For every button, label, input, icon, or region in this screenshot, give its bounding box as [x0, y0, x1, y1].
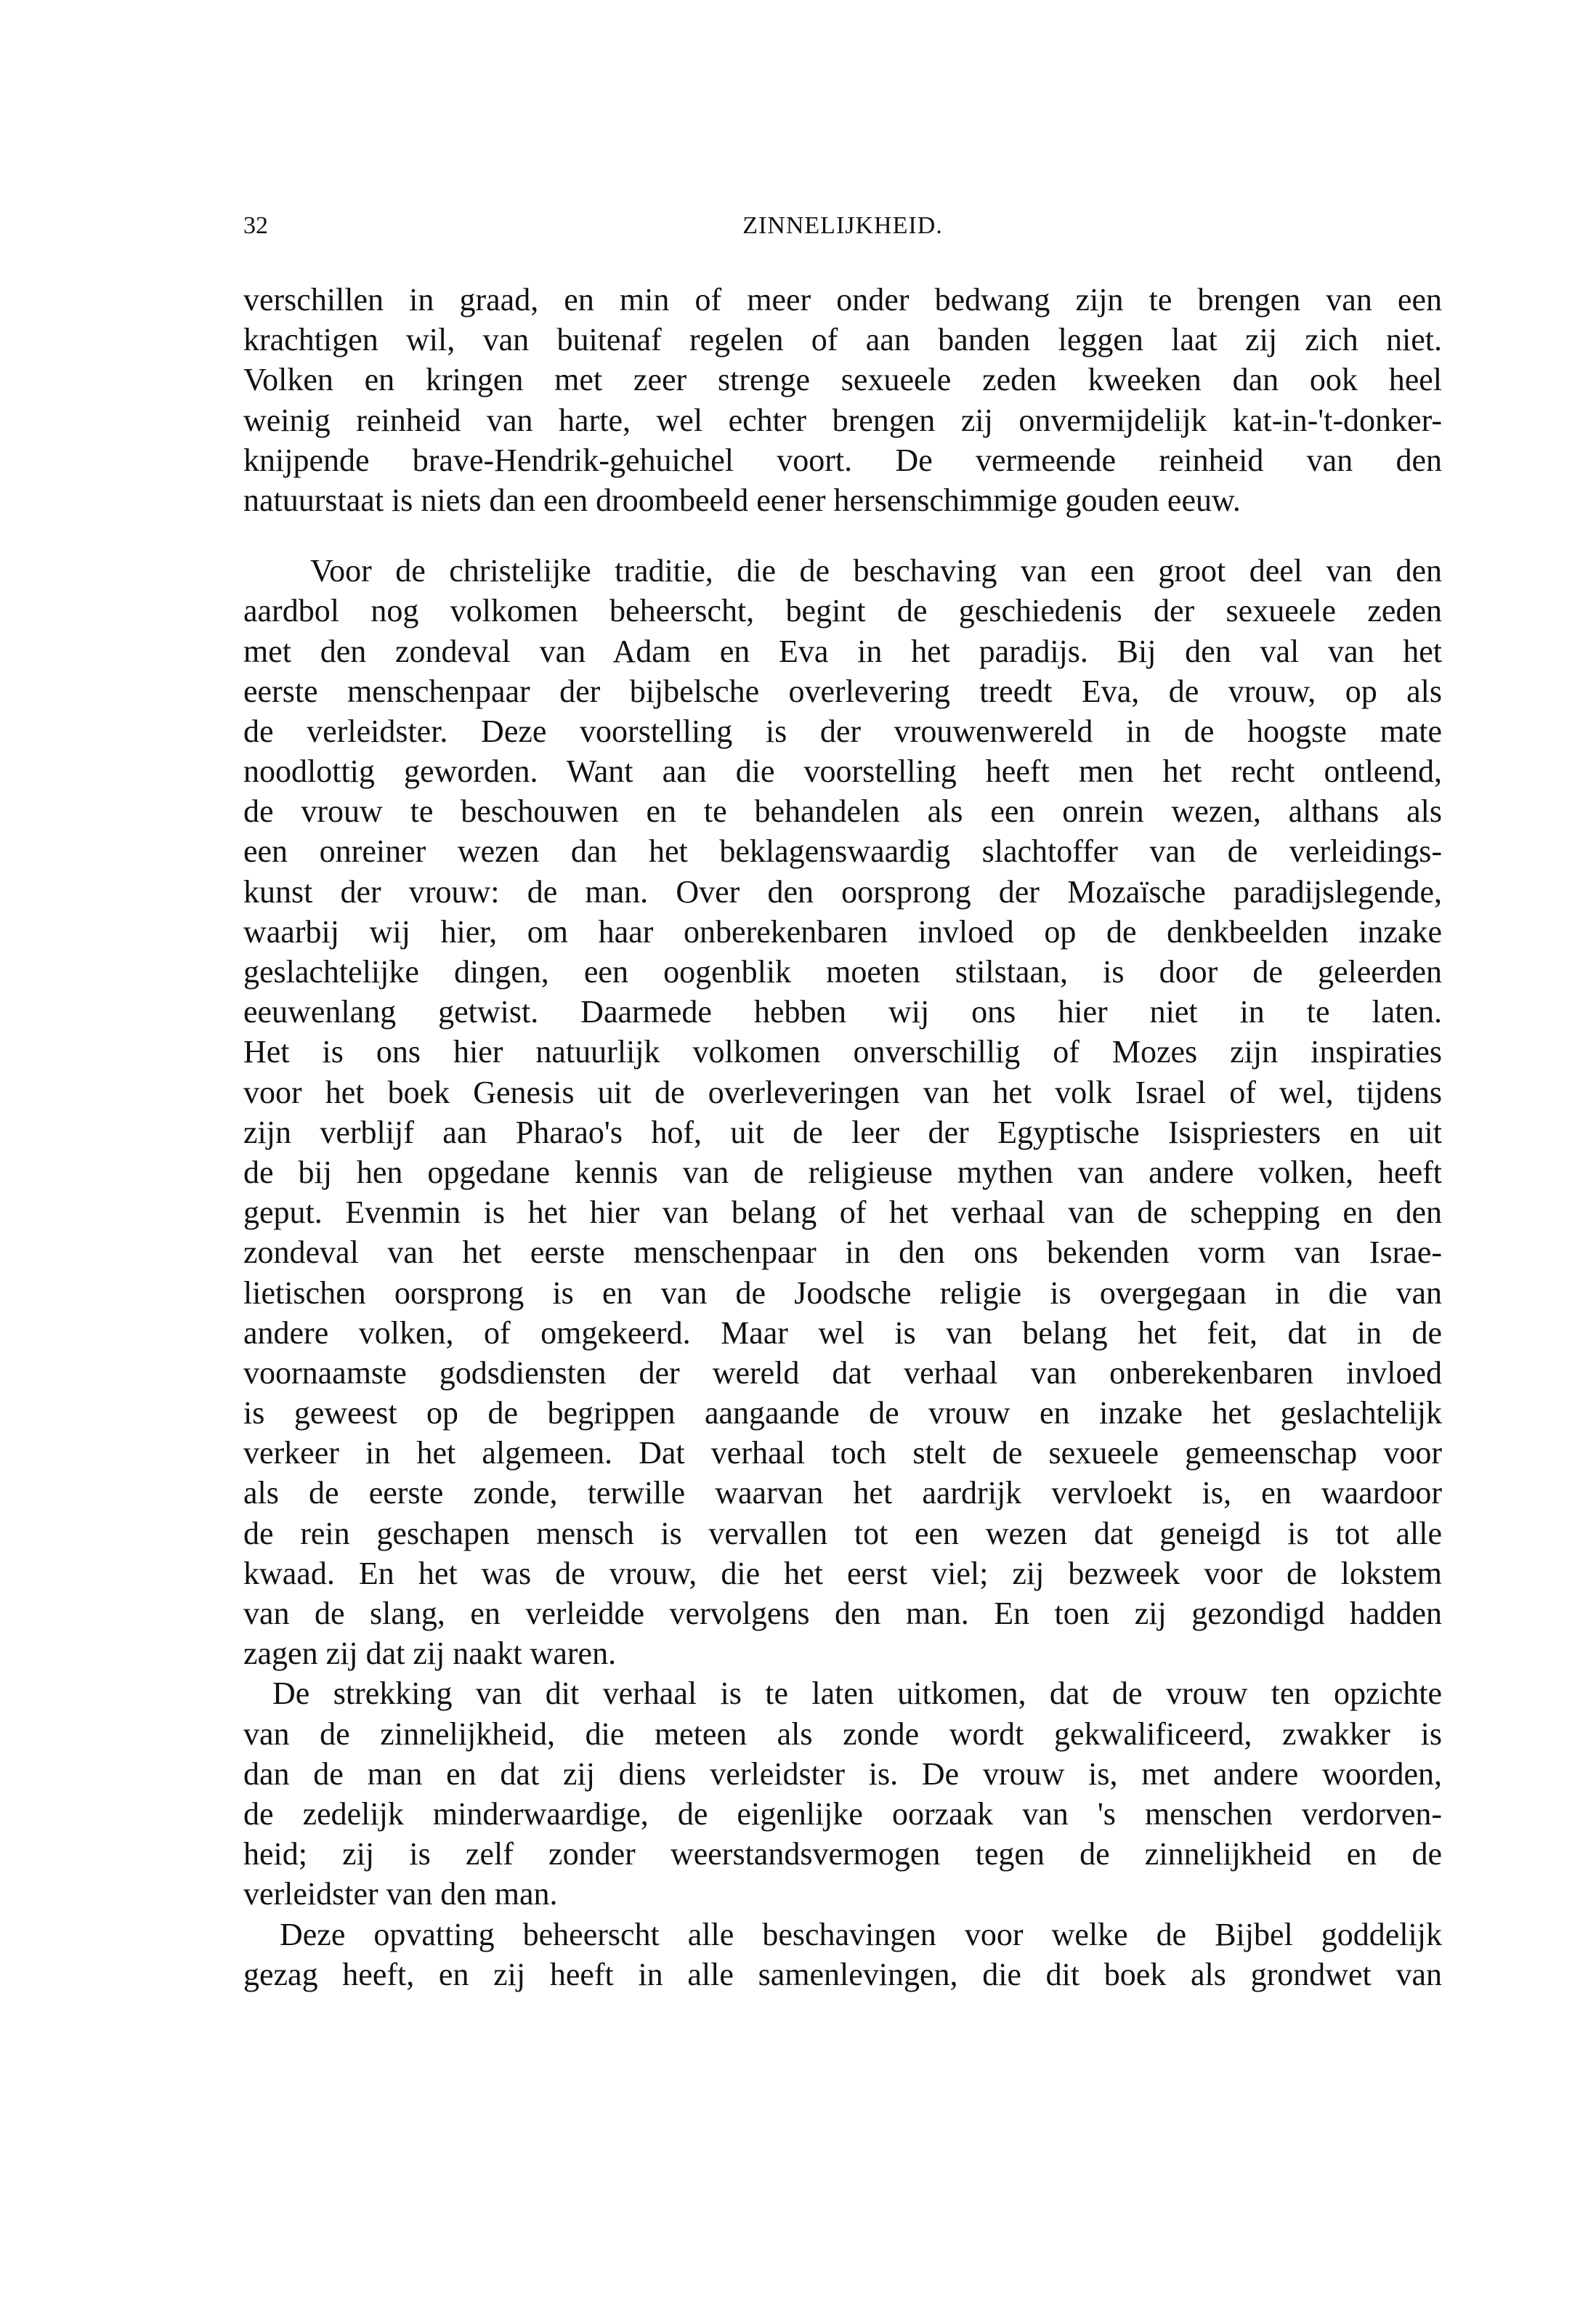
text-line: met den zondeval van Adam en Eva in het paradijs. Bij den val van het — [243, 633, 1442, 669]
text-line: Deze opvatting beheerscht alle beschavingen voor welke de Bijbel goddelijk — [280, 1916, 1442, 1952]
text-line: eeuwenlang getwist. Daarmede hebben wij ons hier niet in te laten. — [243, 994, 1442, 1030]
text-line: verleidster van den man. — [243, 1876, 558, 1912]
paragraph — [243, 1673, 1442, 1914]
text-line: zondeval van het eerste menschenpaar in den ons bekenden vorm van Israe- — [243, 1234, 1442, 1271]
text-line: aardbol nog volkomen beheerscht, begint de geschiedenis der sexueele zeden — [243, 593, 1442, 629]
text-line: de zedelijk minderwaardige, de eigenlijke oorzaak van 's menschen verdorven- — [243, 1795, 1442, 1832]
text-line: zagen zij dat zij naakt waren. — [243, 1636, 617, 1672]
text-line: heid; zij is zelf zonder weerstandsvermogen tegen de zinnelijkheid en de — [243, 1836, 1442, 1872]
text-line: van de zinnelijkheid, die meteen als zonde wordt gekwalificeerd, zwakker is — [243, 1715, 1442, 1752]
text-line: dan de man en dat zij diens verleidster is. De vrouw is, met andere woorden, — [243, 1755, 1442, 1792]
text-line: verkeer in het algemeen. Dat verhaal toch stelt de sexueele gemeenschap voor — [243, 1435, 1442, 1471]
text-line: de rein geschapen mensch is vervallen tot een wezen dat geneigd is tot alle — [243, 1515, 1442, 1551]
text-line: geslachtelijke dingen, een oogenblik moeten stilstaan, is door de geleerden — [243, 954, 1442, 990]
text-line: van de slang, en verleidde vervolgens den man. En toen zij gezondigd hadden — [243, 1596, 1442, 1631]
paragraph — [243, 280, 1442, 520]
text-line: de verleidster. Deze voorstelling is der vrouwenwereld in de hoogste mate — [243, 713, 1442, 749]
page-number: 32 — [243, 212, 268, 239]
text-line: eerste menschenpaar der bijbelsche overlevering treedt Eva, de vrouw, op als — [243, 673, 1442, 709]
text-line: krachtigen wil, van buitenaf regelen of aan banden leggen laat zij zich niet. — [243, 322, 1442, 358]
text-line: als de eerste zonde, terwille waarvan het aardrijk vervloekt is, en waardoor — [243, 1475, 1442, 1511]
paragraph — [243, 1915, 1442, 1994]
paragraph — [243, 551, 1442, 1673]
body-text — [243, 280, 1442, 1994]
text-line: voor het boek Genesis uit de overleveringen van het volk Israel of wel, tijdens — [243, 1074, 1442, 1110]
text-line: is geweest op de begrippen aangaande de vrouw en inzake het geslachtelijk — [243, 1395, 1442, 1431]
text-line: Volken en kringen met zeer strenge sexueele zeden kweeken dan ook heel — [243, 362, 1442, 398]
text-line: een onreiner wezen dan het beklagenswaardig slachtoffer van de verleidings- — [243, 833, 1442, 870]
text-line: verschillen in graad, en min of meer onder bedwang zijn te brengen van een — [243, 282, 1442, 318]
running-title: ZINNELIJKHEID. — [742, 212, 943, 239]
text-line: voornaamste godsdiensten der wereld dat verhaal van onberekenbaren invloed — [243, 1354, 1442, 1391]
text-line: geput. Evenmin is het hier van belang of het verhaal van de schepping en den — [243, 1195, 1442, 1231]
text-line: kwaad. En het was de vrouw, die het eerst viel; zij bezweek voor de lokstem — [243, 1555, 1442, 1591]
page-header — [243, 212, 1442, 253]
text-line: De strekking van dit verhaal is te laten uitkomen, dat de vrouw ten opzichte — [272, 1676, 1442, 1712]
text-line: kunst der vrouw: de man. Over den oorsprong der Mozaïsche paradijslegende, — [243, 873, 1442, 910]
text-line: waarbij wij hier, om haar onberekenbaren invloed op de denkbeelden inzake — [243, 913, 1442, 950]
text-line: Voor de christelijke traditie, die de beschaving van een groot deel van den — [310, 553, 1442, 589]
text-line: de vrouw te beschouwen en te behandelen als een onrein wezen, althans als — [243, 793, 1442, 830]
text-line: de bij hen opgedane kennis van de religieuse mythen van andere volken, heeft — [243, 1154, 1442, 1190]
text-line: Het is ons hier natuurlijk volkomen onverschillig of Mozes zijn inspiraties — [243, 1034, 1442, 1070]
text-line: zijn verblijf aan Pharao's hof, uit de leer der Egyptische Isispriesters en uit — [243, 1114, 1442, 1150]
text-line: weinig reinheid van harte, wel echter brengen zij onvermijdelijk kat-in-'t-donker- — [243, 402, 1442, 438]
text-line: lietischen oorsprong is en van de Joodsche religie is overgegaan in die van — [243, 1274, 1442, 1311]
text-line: natuurstaat is niets dan een droombeeld eener hersenschimmige gouden eeuw. — [243, 482, 1241, 518]
text-line: andere volken, of omgekeerd. Maar wel is van belang het feit, dat in de — [243, 1314, 1442, 1351]
text-line: noodlottig geworden. Want aan die voorstelling heeft men het recht ontleend, — [243, 753, 1442, 790]
text-line: knijpende brave-Hendrik-gehuichel voort. De vermeende reinheid van den — [243, 442, 1442, 478]
text-line: gezag heeft, en zij heeft in alle samenlevingen, die dit boek als grondwet van — [243, 1956, 1442, 1992]
